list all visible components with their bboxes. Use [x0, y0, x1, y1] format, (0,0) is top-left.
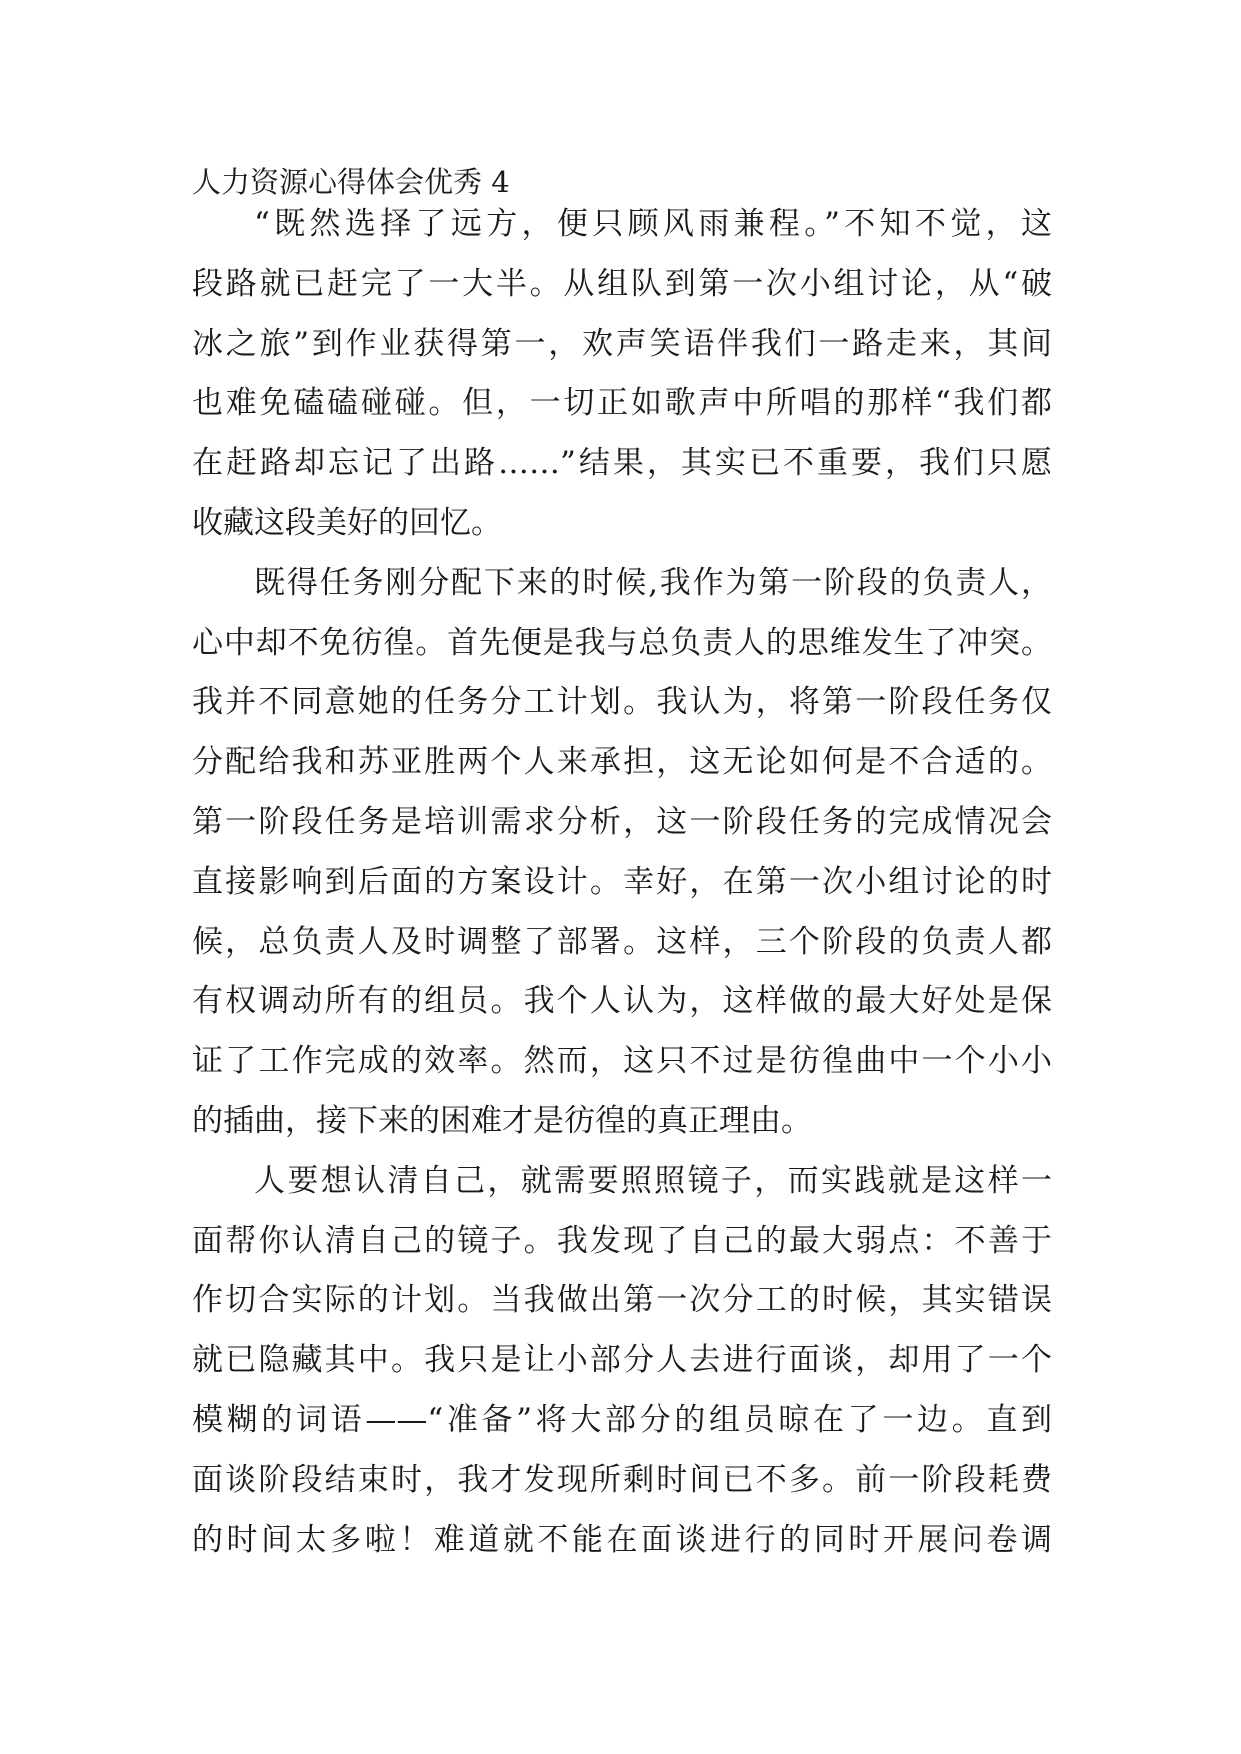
text-line: 的插曲，接下来的困难才是彷徨的真正理由。 — [192, 1102, 812, 1139]
text-line: 的时间太多啦！难道就不能在面谈进行的同时开展问卷调 — [192, 1521, 1052, 1558]
text-line: 人要想认清自己，就需要照照镜子，而实践就是这样一 — [254, 1162, 1052, 1199]
text-line: 候，总负责人及时调整了部署。这样，三个阶段的负责人都 — [192, 923, 1052, 960]
text-line: 分配给我和苏亚胜两个人来承担，这无论如何是不合适的。 — [192, 744, 1052, 781]
paragraph-1 — [192, 195, 1052, 554]
text-line: 模糊的词语——“准备”将大部分的组员晾在了一边。直到 — [192, 1401, 1052, 1438]
text-line: 作切合实际的计划。当我做出第一次分工的时候，其实错误 — [192, 1282, 1052, 1319]
text-line: 面帮你认清自己的镜子。我发现了自己的最大弱点：不善于 — [192, 1222, 1052, 1259]
text-line: 我并不同意她的任务分工计划。我认为，将第一阶段任务仅 — [192, 684, 1052, 721]
text-line: 在赶路却忘记了出路……”结果，其实已不重要，我们只愿 — [192, 445, 1052, 482]
text-line: 直接影响到后面的方案设计。幸好，在第一次小组讨论的时 — [192, 863, 1052, 900]
text-line: 有权调动所有的组员。我个人认为，这样做的最大好处是保 — [192, 983, 1052, 1020]
document-title: 人力资源心得体会优秀 4 — [192, 165, 510, 199]
text-line: 面谈阶段结束时，我才发现所剩时间已不多。前一阶段耗费 — [192, 1461, 1052, 1498]
text-line: 收藏这段美好的回忆。 — [192, 504, 502, 541]
paragraph-2 — [192, 554, 1052, 1152]
text-line: “既然选择了远方，便只顾风雨兼程。”不知不觉，这 — [254, 206, 1052, 242]
text-line: 第一阶段任务是培训需求分析，这一阶段任务的完成情况会 — [192, 803, 1052, 840]
text-line: 心中却不免彷徨。首先便是我与总负责人的思维发生了冲突。 — [192, 624, 1052, 661]
text-line: 段路就已赶完了一大半。从组队到第一次小组讨论，从“破 — [192, 265, 1052, 302]
text-line: 冰之旅”到作业获得第一，欢声笑语伴我们一路走来，其间 — [192, 325, 1052, 362]
paragraph-3 — [192, 1152, 1052, 1571]
text-line: 既得任务刚分配下来的时候,我作为第一阶段的负责人， — [254, 564, 1052, 601]
text-line: 证了工作完成的效率。然而，这只不过是彷徨曲中一个小小 — [192, 1043, 1052, 1080]
document-body — [192, 195, 1052, 1570]
text-line: 就已隐藏其中。我只是让小部分人去进行面谈，却用了一个 — [192, 1342, 1052, 1379]
text-line: 也难免磕磕碰碰。但，一切正如歌声中所唱的那样“我们都 — [192, 385, 1052, 422]
